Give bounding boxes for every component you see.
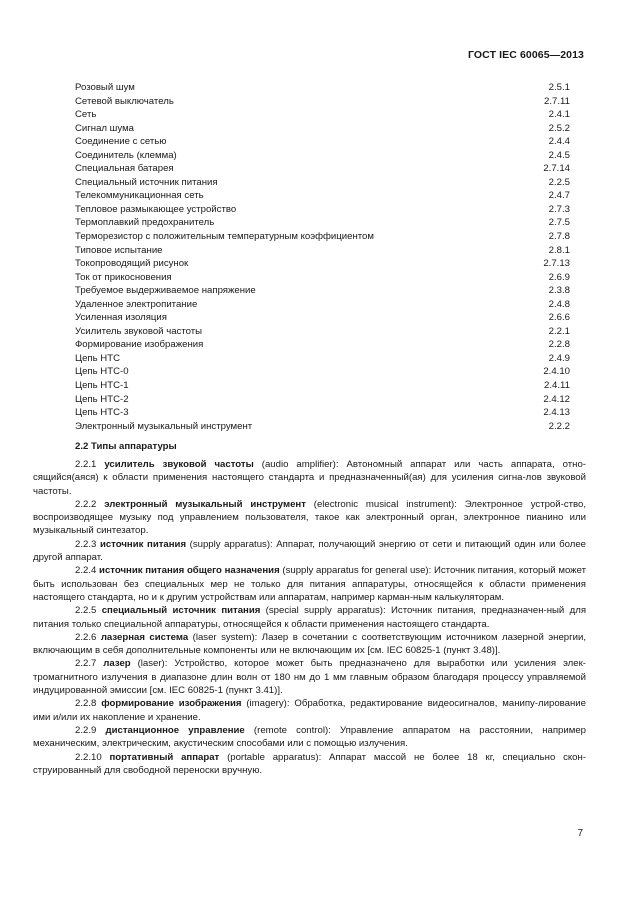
index-term: Ток от прикосновения (75, 271, 172, 283)
definition-term: усилитель звуковой частоты (104, 459, 254, 470)
definition-number: 2.2.2 (75, 498, 97, 510)
index-row (75, 352, 570, 366)
definition-paragraph (33, 751, 586, 778)
index-row (75, 95, 570, 109)
definition-text: (portable apparatus): Аппарат массой не более 18 кг, специально скон-струированный для свободной переноски вручную. (33, 751, 587, 776)
index-row (75, 189, 570, 203)
index-term: Электронный музыкальный инструмент (75, 420, 253, 432)
index-row (75, 311, 570, 325)
index-ref: 2.4.10 (543, 366, 570, 378)
index-ref: 2.7.14 (543, 163, 570, 175)
index-ref: 2.4.5 (548, 149, 570, 161)
index-ref: 2.4.13 (543, 407, 570, 419)
index-row (75, 149, 570, 163)
definition-term: дистанционное управление (105, 724, 245, 736)
page-number: 7 (577, 828, 583, 839)
index-ref: 2.4.8 (548, 298, 570, 310)
index-ref: 2.2.2 (548, 420, 570, 432)
definition-number: 2.2.3 (75, 538, 97, 550)
index-row (75, 338, 570, 352)
index-term: Сигнал шума (75, 122, 135, 134)
definition-paragraph (33, 458, 586, 498)
definition-paragraph (33, 697, 586, 724)
index-ref: 2.5.2 (548, 122, 570, 134)
definition-paragraph (33, 564, 586, 604)
index-term: Термоплавкий предохранитель (75, 217, 215, 229)
index-ref: 2.7.8 (548, 231, 570, 243)
index-term: Цепь НТС-0 (75, 366, 129, 378)
index-term: Цепь НТС-3 (75, 407, 129, 419)
definition-term: электронный музыкальный инструмент (104, 498, 306, 510)
index-term: Тепловое размыкающее устройство (75, 203, 237, 215)
index-ref: 2.6.6 (548, 312, 570, 324)
index-row (75, 271, 570, 285)
index-term: Соединение с сетью (75, 136, 167, 148)
index-row (75, 230, 570, 244)
index-ref: 2.7.5 (548, 217, 570, 229)
definition-paragraph (33, 631, 586, 658)
index-row (75, 203, 570, 217)
definition-text: (audio amplifier): Автономный аппарат или часть аппарата, отно-сящийся(аяся) к области применения настоящего стандарта и предназначенный(ая) для усиления сигна-лов звуковой частоты. (33, 459, 586, 497)
index-row (75, 393, 570, 407)
index-row (75, 379, 570, 393)
index-ref: 2.6.9 (548, 271, 570, 283)
definition-term: лазерная система (100, 631, 189, 643)
index-ref: 2.4.4 (548, 136, 570, 148)
index-term: Соединитель (клемма) (75, 149, 177, 161)
index-ref: 2.2.1 (548, 325, 570, 337)
definition-text: (special supply apparatus): Источник питания, предназначен-ный для питания только специальной аппаратуры, относящейся к области применения настоящего стандарта. (33, 605, 587, 630)
index-row (75, 162, 570, 176)
definition-paragraph (33, 724, 586, 751)
definition-number: 2.2.5 (75, 605, 97, 617)
definition-term: портативный аппарат (109, 751, 220, 763)
definition-number: 2.2.6 (75, 631, 97, 643)
definition-text: (laser): Устройство, которое может быть предназначено для выработки или усиления элек-тромагнитного излучения в диапазоне длин волн от 180 нм до 1 мм главным образом благодаря процессу управляемой индуцированной эмиссии [см. IEC 60825-1 (пункт 3.41)]. (33, 658, 586, 697)
definition-paragraph (33, 604, 586, 631)
definition-term: источник питания (99, 538, 187, 550)
index-ref: 2.4.12 (543, 393, 570, 405)
definition-text: (remote control): Управление аппаратом на расстоянии, например механическим, электрическим, акустическим способами или с помощью излучения. (33, 724, 586, 750)
index-row (75, 406, 570, 420)
index-term: Розовый шум (75, 82, 135, 93)
definition-term: специальный источник питания (101, 605, 261, 617)
index-ref: 2.2.5 (548, 176, 570, 188)
index-row (75, 244, 570, 258)
index-row (75, 365, 570, 379)
index-ref: 2.5.1 (548, 82, 570, 93)
index-term: Цепь НТС-2 (75, 393, 129, 405)
term-index (75, 81, 570, 433)
index-term: Специальный источник питания (75, 176, 218, 188)
definition-number: 2.2.4 (75, 565, 97, 577)
definition-term: лазер (103, 658, 131, 670)
index-ref: 2.7.3 (548, 203, 570, 215)
definitions-list (33, 458, 586, 777)
index-row (75, 81, 570, 95)
index-ref: 2.2.8 (548, 339, 570, 351)
index-row (75, 257, 570, 271)
section-title: 2.2 Типы аппаратуры (75, 441, 177, 452)
index-ref: 2.7.13 (543, 258, 570, 270)
index-term: Сеть (75, 109, 97, 121)
index-ref: 2.4.9 (548, 352, 570, 364)
definition-number: 2.2.1 (75, 459, 97, 470)
index-term: Усиленная изоляция (75, 312, 167, 324)
index-ref: 2.4.11 (544, 380, 570, 392)
definition-paragraph (33, 538, 586, 565)
index-ref: 2.3.8 (548, 285, 570, 297)
definition-text: (supply apparatus for general use): Источник питания, который может быть использован без специальных мер не только для питания аппаратуры, относящейся к области применения настоящего стандарта, но и к другим устройствам или аппаратам, например карман-ным калькуляторам. (33, 565, 586, 603)
index-row (75, 176, 570, 190)
index-term: Цепь НТС (75, 352, 121, 364)
index-row (75, 325, 570, 339)
index-ref: 2.4.1 (548, 109, 570, 121)
index-ref: 2.7.11 (544, 95, 570, 107)
index-row (75, 284, 570, 298)
index-row (75, 216, 570, 230)
definition-paragraph (33, 657, 586, 697)
index-term: Сетевой выключатель (75, 95, 174, 107)
definition-text: (electronic musical instrument): Электронное устрой-ство, воспроизводящее музыку под управлением пользователя, такое как электронный орган, электронное пианино или музыкальный синтезатор. (33, 498, 587, 537)
definition-text: (supply apparatus): Аппарат, получающий энергию от сети и питающий один или более другой аппарат. (33, 538, 586, 564)
index-row (75, 108, 570, 122)
index-term: Типовое испытание (75, 244, 163, 256)
index-row (75, 420, 570, 434)
definition-text: (imagery): Обработка, редактирование видеосигналов, манипу-лирование ими и/или их накопление и хранение. (33, 698, 586, 723)
index-row (75, 298, 570, 312)
index-ref: 2.8.1 (548, 244, 570, 256)
definition-number: 2.2.7 (75, 658, 97, 670)
definition-term: источник питания общего назначения (99, 565, 280, 577)
definitions-section (33, 440, 586, 777)
index-term: Цепь НТС-1 (75, 380, 129, 392)
definition-term: формирование изображения (101, 698, 242, 710)
document-header: ГОСТ IEC 60065—2013 (467, 49, 584, 61)
index-term: Формирование изображения (75, 339, 204, 351)
index-term: Токопроводящий рисунок (75, 258, 189, 270)
definition-paragraph (33, 498, 586, 538)
definition-number: 2.2.8 (75, 698, 97, 710)
index-term: Требуемое выдерживаемое напряжение (75, 285, 256, 297)
index-term: Усилитель звуковой частоты (75, 325, 203, 337)
index-term: Терморезистор с положительным температурным коэффициентом (75, 231, 374, 243)
definition-number: 2.2.10 (75, 751, 102, 763)
index-term: Специальная батарея (75, 163, 174, 175)
index-term: Удаленное электропитание (75, 298, 198, 310)
index-ref: 2.4.7 (548, 190, 570, 202)
definition-number: 2.2.9 (75, 724, 97, 736)
definition-text: (laser system): Лазер в сочетании с соответствующим источником лазерной энергии, включающим в себя дополнительные компоненты или не включающим их [см. IEC 60825-1 (пункт 3.48)]. (33, 631, 587, 657)
index-row (75, 135, 570, 149)
index-term: Телекоммуникационная сеть (75, 190, 204, 202)
index-row (75, 122, 570, 136)
